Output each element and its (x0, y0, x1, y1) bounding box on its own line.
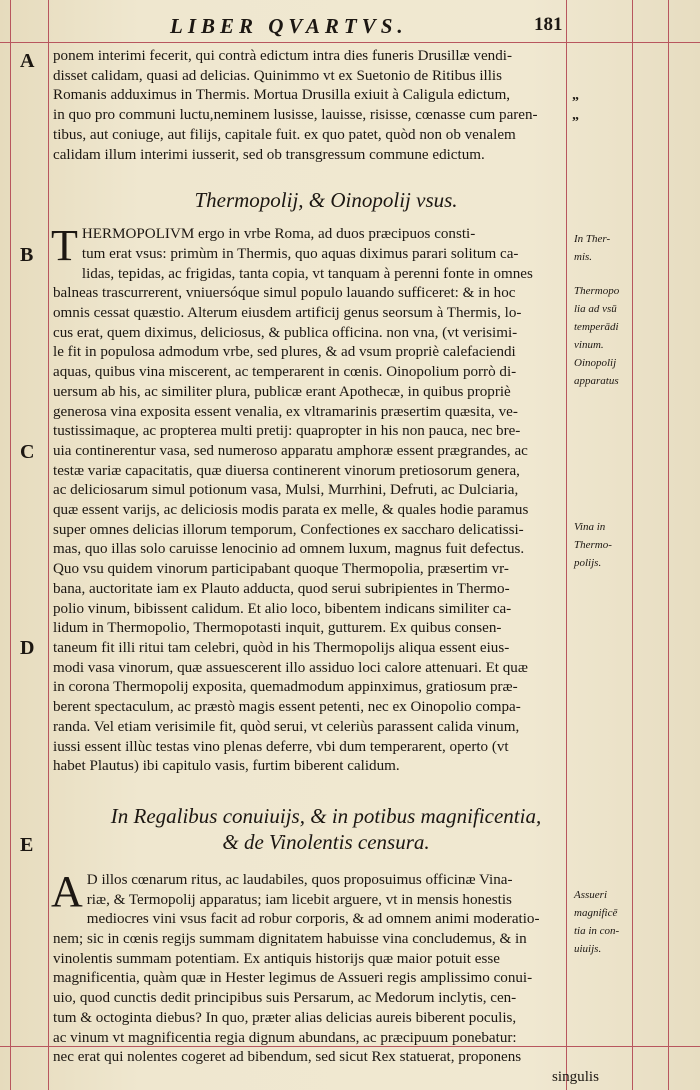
marginal-line: Oinopolij (574, 357, 617, 369)
text-line: magnificentia, quàm quæ in Hester legimus de Assueri regis amplissimo conui- (53, 970, 533, 987)
text-line: generosa vina exposita essent venalia, ex vltramarinis præsertim quæsita, ve- (53, 403, 518, 420)
thermopolium-paragraph (51, 221, 599, 777)
text-line: habet Plautus) ibi capitulo vasis, furtim biberent calidum. (53, 758, 400, 775)
text-line: taneum fit illi ritui tam celebri, quòd in his Thermopolijs aliqua essent eius- (53, 639, 510, 656)
text-line: le fit in populosa admodum vrbe, sed plures, & ad vsum propriè calefaciendi (53, 344, 516, 361)
marginal-line: apparatus (574, 375, 619, 387)
text-line: aquas, quibus vina miscerent, ac temperarent in cœnis. Oinopolium porrò di- (53, 364, 517, 381)
section-heading-thermopolij: Thermopolij, & Oinopolij vsus. (194, 188, 458, 213)
text-line: testæ variæ capacitatis, quæ diuersa continerent vinorum pretiosorum genera, (53, 462, 520, 479)
regalibus-paragraph (51, 866, 599, 1088)
left-outer-rule (10, 0, 11, 1090)
marginal-note-vina (574, 518, 632, 572)
text-line: mas, quo illas solo caruisse lenocinio ad omnem luxum, magnus fuit defectus. (53, 541, 525, 558)
right-outer-rule (668, 0, 669, 1090)
marginal-line: mis. (574, 251, 593, 263)
text-line: vinolentis summam potentiam. Ex antiquis historijs quæ maior potuit esse (53, 950, 500, 967)
text-line: cus erat, quem diximus, deliciosus, & publica officina. non vna, (vt verisimi- (53, 324, 518, 341)
section-heading-regalibus (53, 803, 599, 855)
drop-cap: T (51, 221, 78, 271)
section-letter-c: C (20, 441, 35, 463)
text-line: ac vinum vt magnificentia regia dignum abundans, ac præcipuum ponebatur: (53, 1029, 517, 1046)
text-line: tum & octoginta diebus? In quo, præter alias delicias aureis biberent poculis, (53, 1009, 517, 1026)
marginal-line: magnificē (574, 907, 618, 919)
marginal-line: Thermopo (574, 285, 620, 297)
main-text (53, 47, 599, 1088)
quote-mark: „ (572, 108, 579, 123)
text-line: Quo vsu quidem vinorum participabant quoque Thermopolia, præsertim vr- (53, 561, 509, 578)
marginal-line: vinum. (574, 339, 604, 351)
quote-mark: „ (572, 88, 579, 103)
text-line: balneas trascurrerent, vniuersóque simul populo lauando sufficeret: & in hoc (53, 285, 516, 302)
intro-paragraph (53, 47, 599, 165)
heading-line: In Regalibus conuiuijs, & in potibus magnificentia, (110, 803, 542, 828)
marginal-line: temperādi (574, 321, 619, 333)
text-line: modi vasa vinorum, quæ assuescerent illo assiduo loci calore attenuari. Et quæ (53, 659, 528, 676)
text-line: mediocres vini vsus facit ad robur corporis, & ad omnem animi moderatio- (86, 911, 540, 928)
text-line: nem; sic in cœnis regijs summam dignitatem habuisse vina concludemus, & in (53, 931, 527, 948)
header-rule (0, 42, 700, 43)
marginal-line: Thermo- (574, 539, 612, 551)
heading-line: & de Vinolentis censura. (222, 829, 430, 854)
drop-cap: A (51, 866, 83, 916)
text-line: lidum in Thermopolio, Thermopotasti inquit, gutturem. Ex quibus consen- (53, 620, 502, 637)
text-line: uio, quod cunctis dedit principibus suis Persarum, ac Medorum inclytis, cen- (53, 990, 517, 1007)
text-line: polio vinum, bibissent calidum. Et alio loco, bibentem indicans similiter ca- (53, 600, 512, 617)
catchword: singulis (552, 1068, 599, 1085)
text-line: uia continerentur vasa, sed numeroso apparatu amphoræ essent prægrandes, ac (53, 442, 528, 459)
marginal-line: Vina in (574, 521, 606, 533)
right-inner-rule (632, 0, 633, 1090)
text-line: lidas, tepidas, ac frigidas, tanta copia, vt tanquam à perenni fonte in omnes (81, 265, 533, 282)
text-line: in quo pro communi luctu,neminem lusisse, lauisse, risisse, cœnasse cum paren- (53, 107, 538, 124)
text-line: omnis cessat quæstio. Alterum eiusdem artificij genus seorsum à Thermis, lo- (53, 305, 522, 322)
text-line: tibus, aut coniuge, aut filijs, capitale fuit. ex quo patet, quòd non ob venalem (53, 126, 516, 143)
marginal-line: In Ther- (574, 233, 611, 245)
text-line: iussi essent illùc testas vino plenas deferre, vbi dum temperarent, operto (vt (53, 738, 509, 755)
text-line: berent spectaculum, ac præstò magis essent petenti, nec ex Oinopolio compa- (53, 699, 521, 716)
page-number: 181 (534, 14, 563, 35)
marginal-line: tia in con- (574, 925, 620, 937)
text-line: D illos cœnarum ritus, ac laudabiles, quos proposuimus officinæ Vina- (86, 871, 513, 888)
marginal-note-in-thermis (574, 230, 632, 266)
marginal-line: uiuijs. (574, 943, 602, 955)
text-line: nec erat qui nolentes cogeret ad bibendum, sed sicut Rex statuerat, proponens (53, 1049, 522, 1066)
text-line: tustissimaque, ac propterea multi pretij: quapropter in his non pauca, nec bre- (53, 423, 521, 440)
section-letter-a: A (20, 50, 35, 72)
text-line: calidam illum interimi iusserit, sed ob transgressum commune edictum. (53, 146, 485, 163)
text-line: ponem interimi fecerit, qui contrà edictum intra dies funeris Drusillæ vendi- (53, 48, 512, 64)
marginal-line: polijs. (574, 557, 602, 569)
text-line: in corona Thermopolij exposita, quemadmodum appinximus, gratiosum præ- (53, 679, 518, 696)
text-line: bana, auctoritate iam ex Plauto adducta, quod serui subripientes in Thermo- (53, 580, 510, 597)
section-letter-d: D (20, 637, 35, 659)
text-line: uersum ab his, ac similiter plura, publicæ erant Apothecæ, in quibus propriè (53, 383, 511, 400)
marginal-note-assueri (574, 886, 632, 958)
text-line: randa. Vel etiam verisimile fit, quòd serui, vt celeriùs parassent calida vinum, (53, 718, 520, 735)
text-line: quæ essent varijs, ac deliciosis modis parata ex melle, & quales hodie paramus (53, 502, 529, 519)
text-line: super omnes delicias illorum temporum, Confectiones ex saccharo delicatissi- (53, 521, 524, 538)
section-letter-e: E (20, 834, 34, 856)
text-line: disset calidam, quasi ad delicias. Quinimmo vt ex Suetonio de Ritibus illis (53, 67, 502, 84)
text-line: HERMOPOLIVM ergo in vrbe Roma, ad duos præcipuos consti- (81, 226, 476, 243)
marginal-note-thermopolia (574, 282, 632, 390)
text-line: Romanis adduximus in Thermis. Mortua Drusilla exiuit à Caligula edictum, (53, 87, 511, 104)
running-header-title: LIBER QVARTVS. (170, 14, 408, 38)
section-letter-b: B (20, 244, 34, 266)
text-line: ac deliciosarum simul potionum vasa, Mulsi, Murrhini, Defruti, ac Dulciaria, (53, 482, 519, 499)
marginal-line: lia ad vsū (574, 303, 617, 315)
marginal-line: Assueri (574, 889, 607, 901)
text-line: tum erat vsus: primùm in Thermis, quo aquas diximus parari solitum ca- (81, 245, 519, 262)
left-inner-rule (48, 0, 49, 1090)
text-line: riæ, & Termopolij apparatus; iam licebit arguere, vt in mensis honestis (86, 891, 512, 908)
